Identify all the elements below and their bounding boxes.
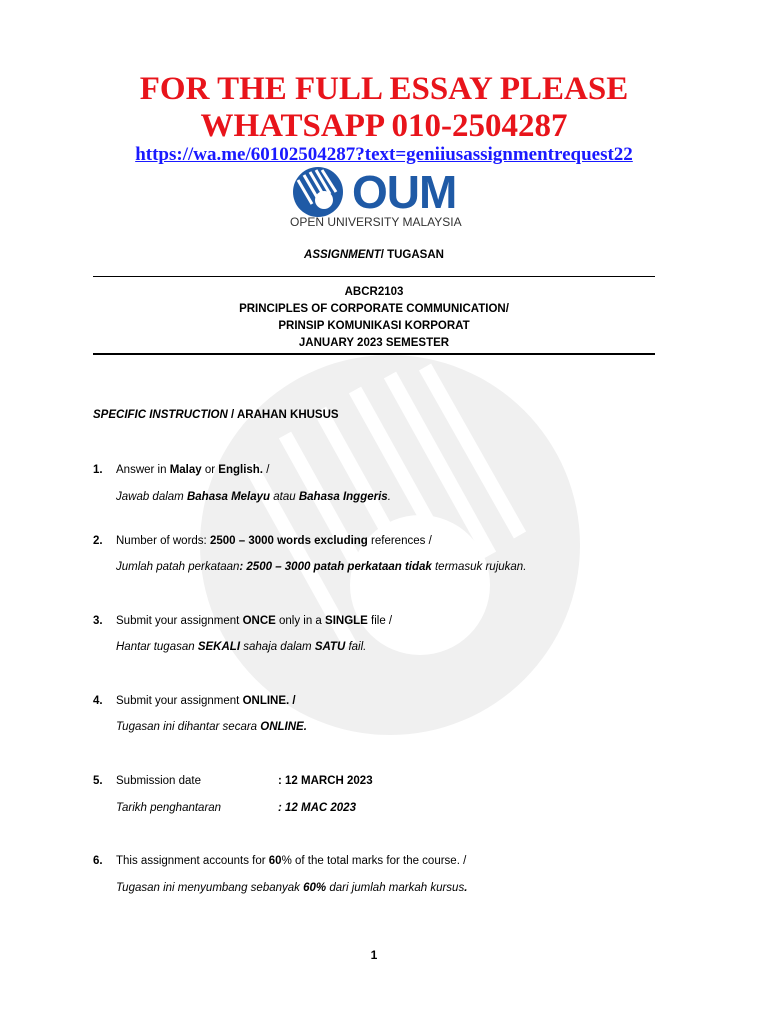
- item-4-en: [116, 695, 296, 707]
- item-2-ms: [116, 561, 526, 573]
- logo-subtitle: OPEN UNIVERSITY MALAYSIA: [290, 215, 462, 229]
- item-1-en: [116, 464, 269, 476]
- text: termasuk rujukan.: [431, 561, 527, 573]
- item-4-ms: [116, 721, 307, 733]
- course-code: ABCR2103: [344, 286, 404, 298]
- text: Jumlah patah perkataan: [116, 561, 240, 573]
- course-title-en: PRINCIPLES OF CORPORATE COMMUNICATION/: [239, 303, 509, 315]
- text: Submit your assignment: [116, 695, 243, 707]
- text: fail.: [345, 641, 367, 653]
- text: or: [201, 464, 219, 476]
- instructions-title-sep: /: [227, 409, 237, 421]
- text: only in a: [275, 615, 326, 627]
- text: This assignment accounts for: [116, 855, 269, 867]
- text: ONLINE.: [260, 721, 307, 733]
- instructions-title: [93, 409, 339, 421]
- logo-text: OUM: [352, 166, 457, 218]
- item-2-number: 2.: [93, 535, 103, 547]
- assignment-ms: TUGASAN: [387, 249, 444, 261]
- semester: JANUARY 2023 SEMESTER: [298, 337, 450, 349]
- submission-date-value: : 12 MARCH 2023: [278, 775, 373, 787]
- item-1-ms: [116, 491, 391, 503]
- item-6-number: 6.: [93, 855, 103, 867]
- text: Answer in: [116, 464, 170, 476]
- item-5-en: [116, 775, 416, 787]
- text: Malay: [169, 464, 202, 476]
- text: /: [263, 464, 270, 476]
- item-3-en: [116, 615, 392, 627]
- whatsapp-link[interactable]: https://wa.me/60102504287?text=geniiusassignmentrequest22: [135, 144, 633, 165]
- divider-top: [93, 276, 655, 277]
- text: atau: [270, 491, 299, 503]
- tarikh-value: : 12 MAC 2023: [278, 802, 356, 814]
- text: references /: [367, 535, 432, 547]
- text: Jawab dalam: [116, 491, 187, 503]
- text: file /: [367, 615, 393, 627]
- oum-logo: [288, 166, 468, 230]
- text: Tugasan ini dihantar secara: [116, 721, 261, 733]
- text: % of the total marks for the course. /: [281, 855, 467, 867]
- heading-sep: /: [380, 249, 388, 261]
- text: English.: [218, 464, 264, 476]
- item-3-number: 3.: [93, 615, 103, 627]
- promo-line-2: WHATSAPP 010-2504287: [200, 108, 568, 144]
- text: 60: [268, 855, 282, 867]
- text: Submit your assignment: [116, 615, 243, 627]
- item-5-number: 5.: [93, 775, 103, 787]
- item-3-ms: [116, 641, 366, 653]
- text: SATU: [314, 641, 346, 653]
- item-6-ms: [116, 882, 467, 894]
- item-5-ms: [116, 802, 416, 814]
- text: Hantar tugasan: [116, 641, 198, 653]
- text: .: [387, 491, 391, 503]
- text: Bahasa Melayu: [186, 491, 271, 503]
- submission-date-label: Submission date: [116, 775, 202, 787]
- text: SINGLE: [325, 615, 368, 627]
- text: ONLINE. /: [242, 695, 296, 707]
- text: dari jumlah markah kursus: [326, 882, 465, 894]
- item-1-number: 1.: [93, 464, 103, 476]
- text: 60%: [303, 882, 327, 894]
- divider-bottom: [93, 353, 655, 355]
- tarikh-label: Tarikh penghantaran: [116, 802, 222, 814]
- text: Tugasan ini menyumbang sebanyak: [116, 882, 304, 894]
- text: sahaja dalam: [240, 641, 315, 653]
- text: SEKALI: [197, 641, 241, 653]
- promo-line-1: FOR THE FULL ESSAY PLEASE: [139, 71, 629, 107]
- assignment-en: ASSIGNMENT: [304, 249, 381, 261]
- instructions-title-en: SPECIFIC INSTRUCTION: [93, 409, 228, 421]
- instructions-title-ms: ARAHAN KHUSUS: [236, 409, 339, 421]
- oum-watermark: [190, 345, 590, 750]
- item-2-en: [116, 535, 432, 547]
- text: : 2500 – 3000 patah perkataan tidak: [239, 561, 432, 573]
- text: Bahasa Inggeris: [298, 491, 388, 503]
- page-number: 1: [370, 948, 378, 962]
- item-6-en: [116, 855, 466, 867]
- item-4-number: 4.: [93, 695, 103, 707]
- oum-emblem-icon: [288, 166, 348, 218]
- course-title-ms: PRINSIP KOMUNIKASI KORPORAT: [278, 320, 470, 332]
- text: ONCE: [242, 615, 276, 627]
- text: Number of words:: [116, 535, 210, 547]
- text: 2500 – 3000 words excluding: [209, 535, 368, 547]
- assignment-heading: [0, 246, 748, 264]
- text: .: [464, 882, 468, 894]
